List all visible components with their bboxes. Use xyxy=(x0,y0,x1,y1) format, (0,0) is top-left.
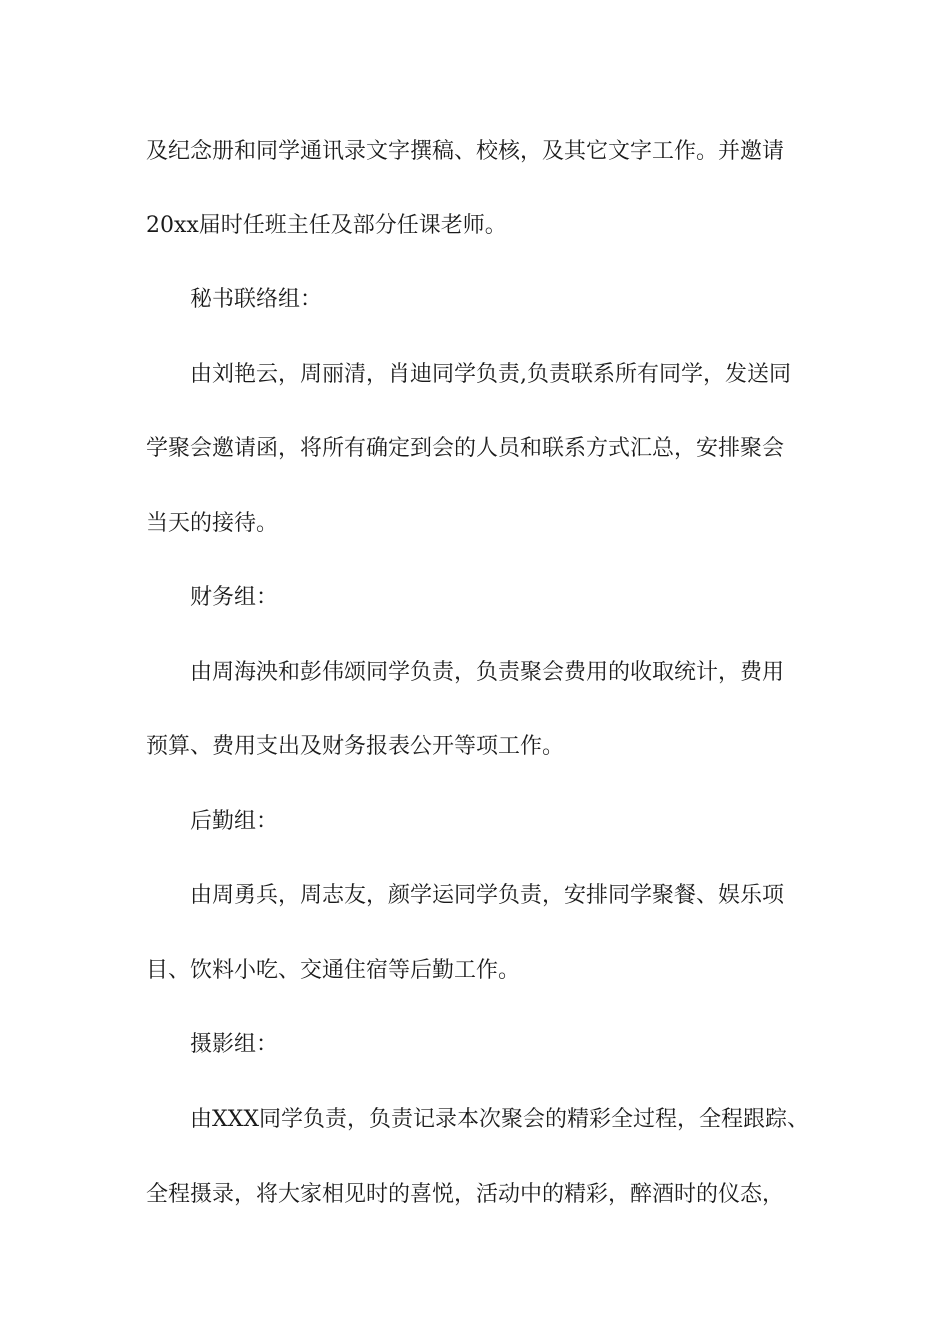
paragraph-line: 由周海泱和彭伟颂同学负责，负责聚会费用的收取统计，费用 xyxy=(190,660,785,685)
paragraph-line: 由刘艳云，周丽清，肖迪同学负责,负责联系所有同学，发送同 xyxy=(190,362,791,387)
section-heading-secretary: 秘书联络组： xyxy=(190,287,323,312)
section-heading-logistics: 后勤组： xyxy=(190,809,279,834)
section-heading-finance: 财务组： xyxy=(190,585,279,610)
paragraph-line: 预算、费用支出及财务报表公开等项工作。 xyxy=(146,734,565,759)
paragraph-line: 20xx届时任班主任及部分任课老师。 xyxy=(146,213,507,238)
paragraph-line: 全程摄录，将大家相见时的喜悦，活动中的精彩，醉酒时的仪态， xyxy=(146,1182,785,1207)
paragraph-line: 由XXX同学负责，负责记录本次聚会的精彩全过程，全程跟踪、 xyxy=(190,1107,809,1132)
section-heading-photography: 摄影组： xyxy=(190,1032,279,1057)
paragraph-line: 由周勇兵，周志友，颜学运同学负责，安排同学聚餐、娱乐项 xyxy=(190,883,785,908)
paragraph-line: 当天的接待。 xyxy=(146,511,279,536)
paragraph-line: 及纪念册和同学通讯录文字撰稿、校核，及其它文字工作。并邀请 xyxy=(146,139,785,164)
paragraph-line: 目、饮料小吃、交通住宿等后勤工作。 xyxy=(146,958,521,983)
paragraph-line: 学聚会邀请函，将所有确定到会的人员和联系方式汇总，安排聚会 xyxy=(146,436,785,461)
